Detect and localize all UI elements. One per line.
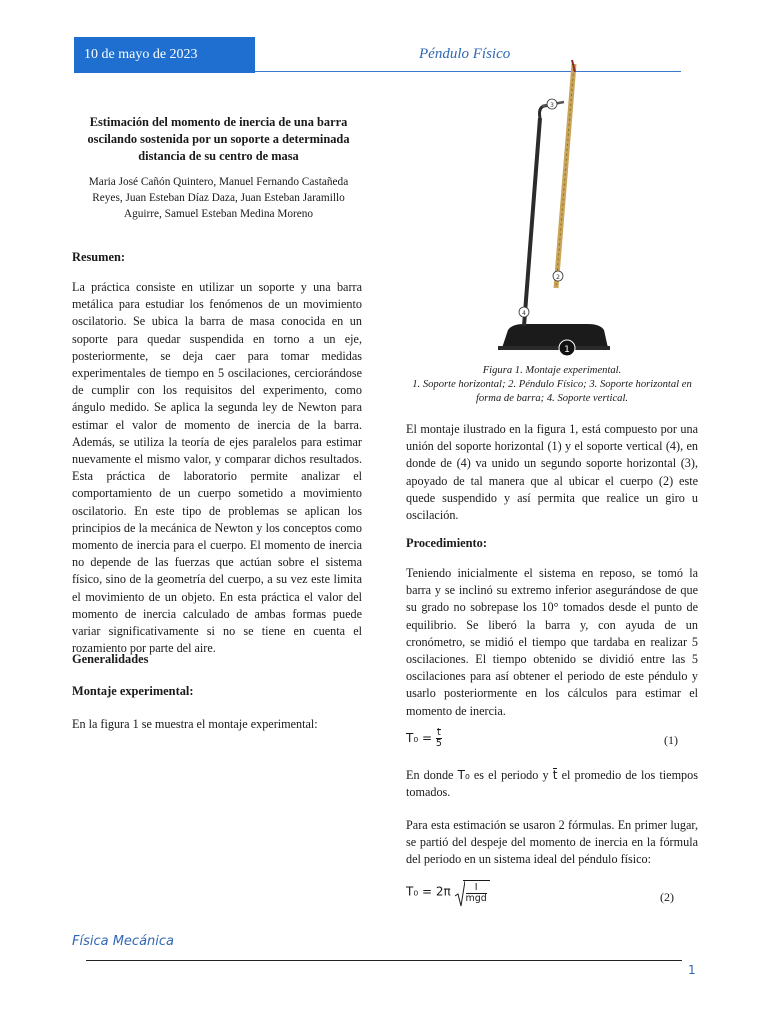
marker-2-label: 2	[556, 274, 560, 281]
equation-1	[406, 728, 442, 749]
header-rule	[255, 71, 681, 72]
marker-3-label: 3	[550, 102, 554, 109]
abstract-text: La práctica consiste en utilizar un soporte y una barra metálica para estudiar los fenómenos de un movimiento oscilatorio. Se ubica la barra de masa conocida en un soporte para quedar suspendida en torno a un eje, posteriormente, se deja caer para tomar medidas experimentales de tiempo en 5 oscilaciones, cerciorándose de cumplir con los requisitos del experimento, como ángulo medido. Se aplica la segunda ley de Newton para estimar el valor de momento de inercia de la barra. Además, se utiliza la teoría de ejes paralelos para estimar nuevamente el mismo valor, y comparar dichos resultados. Esta práctica de laboratorio permite analizar el comportamiento de un cuerpo sometido a movimiento oscilatorio. En este tipo de problemas se aplican los principios de la mecánica de Newton y los conceptos como momento de inercia para el cuerpo. El momento de inercia no depende de las fuerzas que actúan sobre el sistema físico, sino de la geometría del cuerpo, a su vez este limita el movimiento de un objeto. En esta práctica el valor del momento de inercia calculado de ambas formas puede variar significativamente si no se tiene en cuenta el rozamiento por parte del aire.	[72, 280, 362, 656]
eq2-sqrt	[455, 880, 490, 904]
eq1-lhs: T₀ =	[406, 731, 433, 745]
generalidades-heading: Generalidades	[72, 652, 149, 666]
running-title: Péndulo Físico	[419, 46, 511, 62]
where-period-symbol: T₀	[457, 768, 470, 782]
caption-legend: 1. Soporte horizontal; 2. Péndulo Físico; 3. Soporte horizontal en forma de barra; 4. Soporte vertical.	[412, 379, 692, 404]
montaje-text: En la figura 1 se muestra el montaje experimental:	[72, 717, 318, 731]
horizontal-base	[502, 324, 608, 348]
sqrt-sign-icon	[455, 880, 465, 908]
equation-2-number: (2)	[660, 890, 674, 904]
where-mean-symbol: t	[553, 767, 558, 784]
abstract-heading: Resumen:	[72, 250, 125, 264]
header-date: 10 de mayo de 2023	[74, 37, 255, 73]
vertical-support	[524, 118, 540, 326]
figure-caption	[404, 364, 700, 406]
eq2-lhs: T₀ = 2π	[406, 884, 451, 899]
marker-4-label: 4	[522, 310, 526, 317]
eq2-numerator: I	[466, 883, 487, 894]
caption-title: Figura 1. Montaje experimental.	[482, 365, 622, 376]
eq2-denominator: mgd	[465, 893, 487, 904]
equation-2	[406, 880, 490, 904]
montaje-heading: Montaje experimental:	[72, 684, 194, 698]
procedure-text: Teniendo inicialmente el sistema en reposo, se tomó la barra y se inclinó su extremo inferior asegurándose de que su grado no sobrepase los 10° tomados desde el punto de equilibrio. Se liberó la barra y, con ayuda de un cronómetro, se midió el tiempo que tardaba en realizar 5 oscilaciones. El tiempo obtenido se dividió entre las 5 oscilaciones para así obtener el periodo de este péndulo y usarlo posteriormente en los cálculos para estimar el momento de inercia.	[406, 566, 698, 718]
procedure-heading: Procedimiento:	[406, 536, 487, 550]
marker-1-label: 1	[564, 345, 570, 355]
footer-rule	[86, 960, 682, 961]
eq1-fraction	[436, 728, 442, 749]
author-list: Maria José Cañón Quintero, Manuel Fernando Castañeda Reyes, Juan Esteban Díaz Daza, Juan Esteban Jaramillo Aguirre, Samuel Esteban Medina Moreno	[88, 176, 349, 220]
paper-title: Estimación del momento de inercia de una barra oscilando sostenida por un soporte a determinada distancia de su centro de masa	[87, 115, 350, 163]
setup-description: El montaje ilustrado en la figura 1, está compuesto por una unión del soporte horizontal (1) y el soporte vertical (4), en donde de (4) va unido un segundo soporte horizontal (3), apoyado de tal manera que al ubicar el cuerpo (2) este quede suspendido y así permita que realice un giro u oscilación.	[406, 422, 698, 523]
formulas-text: Para esta estimación se usaron 2 fórmulas. En primer lugar, se partió del despeje del momento de inercia en la fórmula del periodo en un sistema ideal del péndulo físico:	[406, 818, 698, 867]
eq1-numerator: t	[437, 727, 441, 738]
footer-journal: Física Mecánica	[72, 934, 175, 949]
eq1-denominator: 5	[435, 738, 442, 749]
where-text: En donde T₀ es el periodo y t el promedio de los tiempos tomados.	[406, 768, 698, 800]
equation-1-number: (1)	[664, 733, 678, 747]
pendulum-setup-figure	[490, 58, 610, 358]
page-number: 1	[688, 963, 696, 977]
